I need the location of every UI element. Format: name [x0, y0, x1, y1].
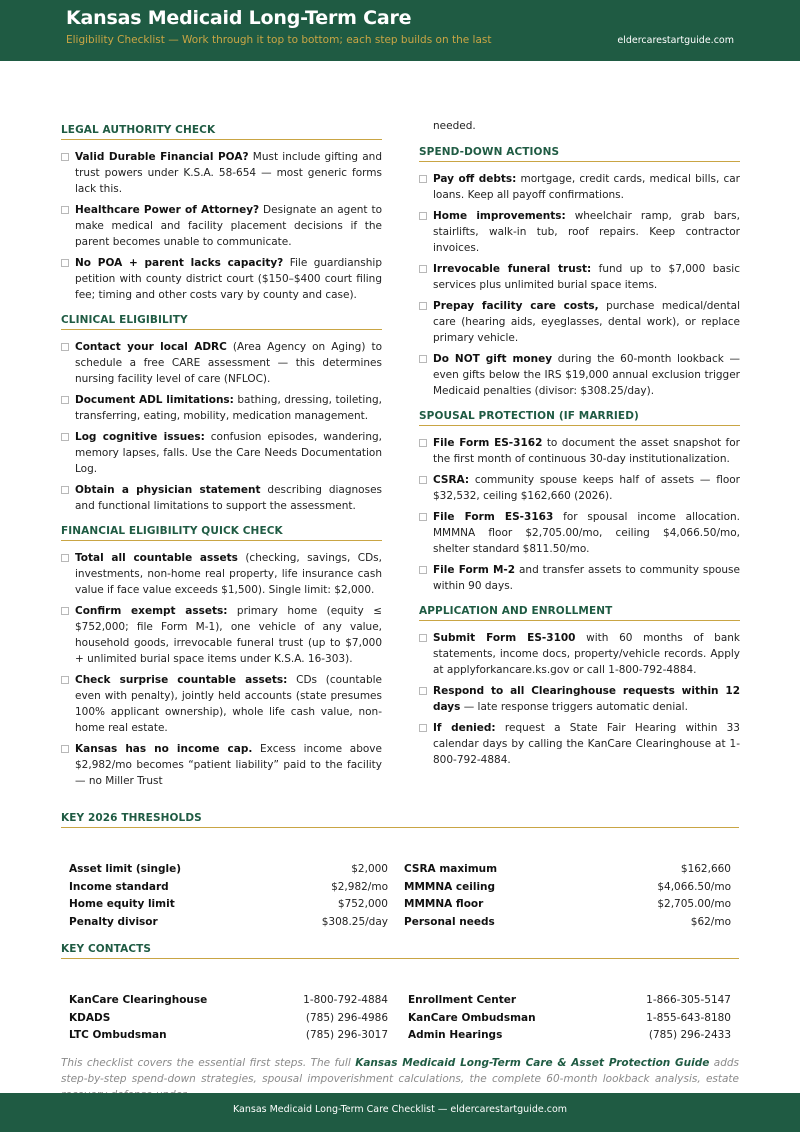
checkbox[interactable] [419, 302, 427, 310]
checklist-item [419, 351, 740, 399]
checkbox[interactable] [61, 259, 69, 267]
checkbox[interactable] [61, 554, 69, 562]
item-heading: Pay off debts: [433, 173, 517, 185]
checklist-item [61, 255, 382, 303]
checklist-item [419, 509, 740, 557]
checkbox[interactable] [61, 206, 69, 214]
row-value: $308.25/day [321, 916, 388, 929]
spousal-checklist [419, 435, 740, 594]
item-text: Must include gifting and trust powers under K.S.A. 58-654 — most generic forms lack this. [75, 151, 382, 195]
item-text: fund up to $7,000 basic services plus unlimited burial space items. [433, 263, 740, 291]
row-value: $2,982/mo [331, 880, 388, 893]
item-text: describing diagnoses and functional limitations to support the assessment. [75, 484, 383, 512]
page-title: Kansas Medicaid Long-Term Care [66, 7, 412, 29]
item-heading: Check surprise countable assets: [75, 674, 288, 686]
row-label: Personal needs [404, 916, 495, 929]
guide-title[interactable]: Kansas Medicaid Long-Term Care & Asset Protection Guide [355, 1057, 710, 1069]
section-title-legal: LEGAL AUTHORITY CHECK [61, 118, 382, 140]
table-row [69, 896, 731, 914]
checklist-item [61, 482, 382, 514]
checkbox[interactable] [61, 486, 69, 494]
item-text: and transfer assets to community spouse within 90 days. [433, 564, 740, 592]
item-heading: Home improvements: [433, 210, 566, 222]
item-text: mortgage, credit cards, medical bills, car loans. Keep all payoff confirmations. [433, 173, 740, 201]
item-text: request a State Fair Hearing within 33 calendar days by calling the KanCare Clearinghouse at 1-800-792-4884. [433, 722, 740, 766]
item-text: during the 60-month lookback — even gifts below the IRS $19,000 annual exclusion trigger Medicaid penalties (divisor: $308.25/day). [433, 353, 740, 397]
item-heading: Prepay facility care costs, [433, 300, 599, 312]
checkbox[interactable] [61, 396, 69, 404]
item-heading: Document ADL limitations: [75, 394, 234, 406]
table-row [69, 879, 731, 897]
checklist-item [419, 472, 740, 504]
checklist-item [61, 672, 382, 736]
checkbox[interactable] [419, 439, 427, 447]
left-column [61, 118, 382, 794]
row-value: 1-866-305-5147 [646, 994, 731, 1006]
item-text: Designate an agent to make medical and facility placement decisions if the parent becomes unable to communicate. [75, 204, 382, 248]
table-row [69, 992, 731, 1010]
item-text: purchase medical/dental care (hearing aids, eyeglasses, dental work), or replace primary vehicle. [433, 300, 740, 344]
item-heading: Obtain a physician statement [75, 484, 261, 496]
item-heading: Log cognitive issues: [75, 431, 205, 443]
page-header [0, 0, 800, 61]
table-row [69, 1010, 731, 1028]
checkbox[interactable] [419, 355, 427, 363]
checklist-item [419, 298, 740, 346]
row-value: $752,000 [337, 898, 388, 911]
checklist-item [61, 149, 382, 197]
item-heading: Respond to all Clearinghouse requests within 12 days [433, 685, 740, 713]
checklist-item [419, 562, 740, 594]
item-heading: Submit Form ES-3100 [433, 632, 576, 644]
section-title-spousal: SPOUSAL PROTECTION (IF MARRIED) [419, 404, 740, 426]
checklist-item [61, 603, 382, 667]
item-heading: Irrevocable funeral trust: [433, 263, 592, 275]
row-label: Admin Hearings [408, 1029, 503, 1042]
spenddown-checklist [419, 171, 740, 399]
checklist-item [419, 261, 740, 293]
checklist-item [419, 208, 740, 256]
row-label: Home equity limit [69, 898, 175, 911]
page-footer [0, 1093, 800, 1132]
row-value: (785) 296-4986 [305, 1011, 388, 1024]
row-label: MMMNA ceiling [404, 880, 496, 893]
row-label: MMMNA floor [404, 898, 484, 911]
checkbox[interactable] [61, 676, 69, 684]
table-row [69, 914, 731, 932]
row-label: Penalty divisor [69, 916, 158, 929]
item-text: — late response triggers automatic denial. [460, 701, 688, 713]
right-column [419, 118, 740, 773]
checklist-item [61, 741, 382, 789]
item-text: community spouse keeps half of assets — floor $32,532, ceiling $162,660 (2026). [433, 474, 740, 502]
item-heading: Healthcare Power of Attorney? [75, 204, 260, 216]
item-heading: If denied: [433, 722, 496, 734]
checklist-item [61, 550, 382, 598]
item-text: with 60 months of bank statements, income docs, property/vehicle records. Apply at applyforkancare.ks.gov or call 1-800-792-4884. [433, 632, 740, 676]
row-label: LTC Ombudsman [69, 1029, 167, 1042]
item-heading: File Form ES-3162 [433, 437, 543, 449]
section-title-clinical: CLINICAL ELIGIBILITY [61, 308, 382, 330]
section-title-contacts: KEY CONTACTS [61, 937, 739, 959]
item-text: wheelchair ramp, grab bars, stairlifts, walk-in tub, roof repairs. Keep contractor invoices. [433, 210, 740, 254]
contacts-table [69, 992, 731, 1045]
row-label: CSRA maximum [404, 863, 498, 875]
row-label: KanCare Ombudsman [408, 1011, 536, 1024]
row-value: $2,705.00/mo [657, 898, 731, 911]
row-value: $2,000 [351, 863, 388, 875]
clinical-checklist [61, 339, 382, 514]
row-value: (785) 296-3017 [305, 1029, 388, 1042]
row-label: Asset limit (single) [69, 863, 181, 875]
checklist-item [61, 202, 382, 250]
closing-note [61, 1055, 739, 1091]
item-heading: File Form ES-3163 [433, 511, 554, 523]
item-text: primary home (equity ≤ $752,000; file Form M-1), one vehicle of any value, household goods, irrevocable funeral trust (up to $7,000 + unlimited burial space items under K.S.A. 16-303). [75, 605, 382, 665]
checkbox[interactable] [61, 343, 69, 351]
item-text: (Area Agency on Aging) to schedule a free CARE assessment — this determines nursing facility level of care (NFLOC). [75, 341, 382, 385]
checkbox[interactable] [419, 476, 427, 484]
section-title-spenddown: SPEND-DOWN ACTIONS [419, 140, 740, 162]
checklist-item [61, 392, 382, 424]
header-site-link[interactable]: eldercarestartguide.com [617, 35, 734, 46]
contacts-section [61, 937, 739, 968]
item-heading: No POA + parent lacks capacity? [75, 257, 284, 269]
checkbox[interactable] [419, 634, 427, 642]
item-heading: Confirm exempt assets: [75, 605, 228, 617]
checkbox[interactable] [61, 433, 69, 441]
checklist-item [419, 630, 740, 678]
checklist-item [61, 339, 382, 387]
item-heading: CSRA: [433, 474, 470, 486]
section-title-application: APPLICATION AND ENROLLMENT [419, 599, 740, 621]
item-text: (checking, savings, CDs, investments, non-home real property, life insurance cash value if face value exceeds $1,500). Single limit: $2,000. [75, 552, 382, 596]
financial-continuation: needed. [433, 120, 476, 132]
item-text: confusion episodes, wandering, memory lapses, falls. Use the Care Needs Documentation Log. [75, 431, 382, 475]
item-heading: Kansas has no income cap. [75, 743, 253, 755]
item-heading: Valid Durable Financial POA? [75, 151, 249, 163]
legal-checklist [61, 149, 382, 303]
checklist-item [419, 720, 740, 768]
row-label: KDADS [69, 1011, 111, 1024]
item-heading: Total all countable assets [75, 552, 238, 564]
checkbox[interactable] [419, 687, 427, 695]
item-text: to document the asset snapshot for the first month of continuous 30-day institutionalization. [433, 437, 740, 465]
row-value: 1-855-643-8180 [646, 1011, 731, 1024]
checklist-item [61, 429, 382, 477]
closing-pre: This checklist covers the essential first steps. The full [61, 1057, 356, 1069]
thresholds-section [61, 806, 739, 837]
checklist-item [419, 171, 740, 203]
table-row [69, 861, 731, 879]
checkbox[interactable] [61, 607, 69, 615]
page-subtitle: Eligibility Checklist — Work through it top to bottom; each step builds on the last [66, 34, 492, 46]
checkbox[interactable] [419, 212, 427, 220]
section-title-financial: FINANCIAL ELIGIBILITY QUICK CHECK [61, 519, 382, 541]
closing-post: adds step-by-step spend-down strategies, spousal impoverishment calculations, the complete 60-month lookback analysis, estate [61, 1057, 740, 1085]
table-row [69, 1027, 731, 1045]
checkbox[interactable] [419, 566, 427, 574]
checkbox[interactable] [419, 175, 427, 183]
financial-checklist [61, 550, 382, 789]
item-text: CDs (countable even with penalty), jointly held accounts (state presumes 100% applicant ownership), whole life cash value, non-home real estate. [75, 674, 382, 734]
checkbox[interactable] [61, 745, 69, 753]
row-value: $4,066.50/mo [657, 880, 731, 893]
checkbox[interactable] [419, 513, 427, 521]
checkbox[interactable] [419, 724, 427, 732]
application-checklist [419, 630, 740, 768]
item-heading: Contact your local ADRC [75, 341, 227, 353]
footer-text: Kansas Medicaid Long-Term Care Checklist — eldercarestartguide.com [232, 1104, 568, 1115]
checklist-item [419, 435, 740, 467]
item-heading: File Form M-2 [433, 564, 516, 576]
item-text: for spousal income allocation. MMMNA floor $2,705.00/mo, ceiling $4,066.50/mo, shelter standard $811.50/mo. [433, 511, 741, 555]
row-value: $162,660 [680, 863, 731, 875]
row-value: (785) 296-2433 [648, 1029, 731, 1042]
item-text: bathing, dressing, toileting, transferring, eating, mobility, medication management. [75, 394, 382, 422]
row-label: Enrollment Center [408, 994, 517, 1006]
item-heading: Do NOT gift money [433, 353, 553, 365]
section-title-thresholds: KEY 2026 THRESHOLDS [61, 806, 739, 828]
row-value: $62/mo [690, 916, 731, 929]
item-text: File guardianship petition with county district court ($150–$400 court filing fee; timing and other costs vary by county and case). [75, 257, 382, 301]
row-label: KanCare Clearinghouse [69, 994, 208, 1006]
checklist-item [419, 683, 740, 715]
checkbox[interactable] [61, 153, 69, 161]
row-value: 1-800-792-4884 [303, 994, 388, 1006]
checkbox[interactable] [419, 265, 427, 273]
row-label: Income standard [69, 880, 169, 893]
item-text: Excess income above $2,982/mo becomes “patient liability” paid to the facility — no Miller Trust [75, 743, 382, 787]
thresholds-table [69, 861, 731, 932]
